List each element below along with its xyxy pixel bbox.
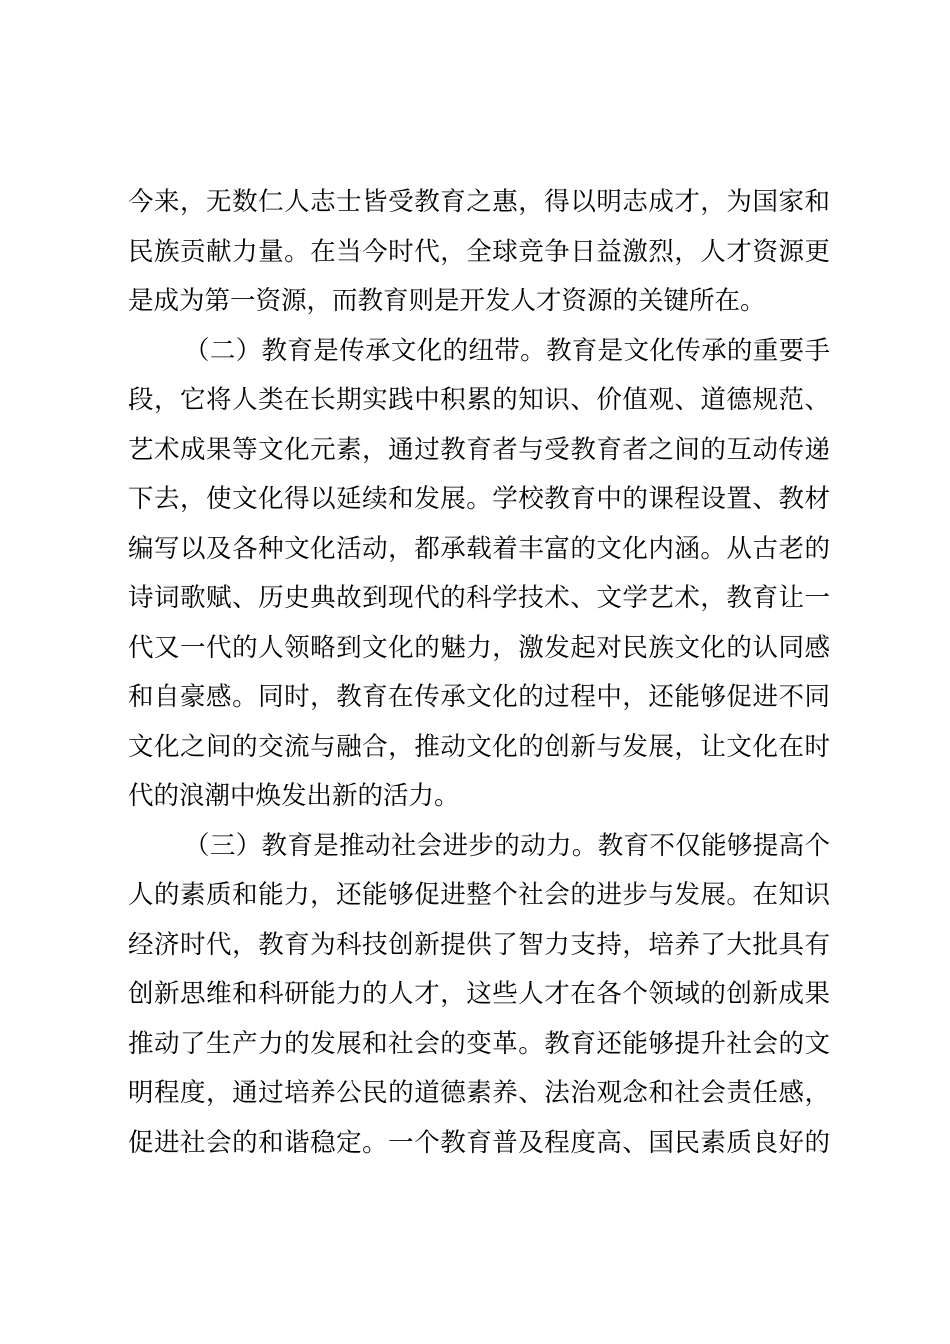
text-line: 经济时代，教育为科技创新提供了智力支持，培养了大批具有 [128,929,830,960]
document-body [128,178,830,1168]
text-line: 和自豪感。同时，教育在传承文化的过程中，还能够促进不同 [128,682,830,712]
text-line: 艺术成果等文化元素，通过教育者与受教育者之间的互动传递 [128,434,830,465]
text-line: 诗词歌赋、历史典故到现代的科学技术、文学艺术，教育让一 [128,583,830,613]
text-line: 下去，使文化得以延续和发展。学校教育中的课程设置、教材 [128,484,830,514]
text-line: 民族贡献力量。在当今时代，全球竞争日益激烈，人才资源更 [128,236,830,267]
text-line: 人的素质和能力，还能够促进整个社会的进步与发展。在知识 [128,880,830,910]
text-line: 创新思维和科研能力的人才，这些人才在各个领域的创新成果 [128,979,830,1009]
text-line: （三）教育是推动社会进步的动力。教育不仅能够提高个 [184,830,830,861]
text-line: 是成为第一资源，而教育则是开发人才资源的关键所在。 [128,286,766,316]
text-line: 编写以及各种文化活动，都承载着丰富的文化内涵。从古老的 [128,533,830,564]
text-line: 促进社会的和谐稳定。一个教育普及程度高、国民素质良好的 [128,1127,830,1158]
text-line: 明程度，通过培养公民的道德素养、法治观念和社会责任感， [128,1078,830,1108]
text-line: 今来，无数仁人志士皆受教育之惠，得以明志成才，为国家和 [128,187,830,217]
text-line: 文化之间的交流与融合，推动文化的创新与发展，让文化在时 [128,731,830,762]
text-line: 推动了生产力的发展和社会的变革。教育还能够提升社会的文 [128,1028,830,1059]
text-line: （二）教育是传承文化的纽带。教育是文化传承的重要手 [184,335,830,366]
text-line: 代的浪潮中焕发出新的活力。 [128,781,460,811]
text-line: 段，它将人类在长期实践中积累的知识、价值观、道德规范、 [128,385,830,415]
text-line: 代又一代的人领略到文化的魅力，激发起对民族文化的认同感 [128,632,830,663]
